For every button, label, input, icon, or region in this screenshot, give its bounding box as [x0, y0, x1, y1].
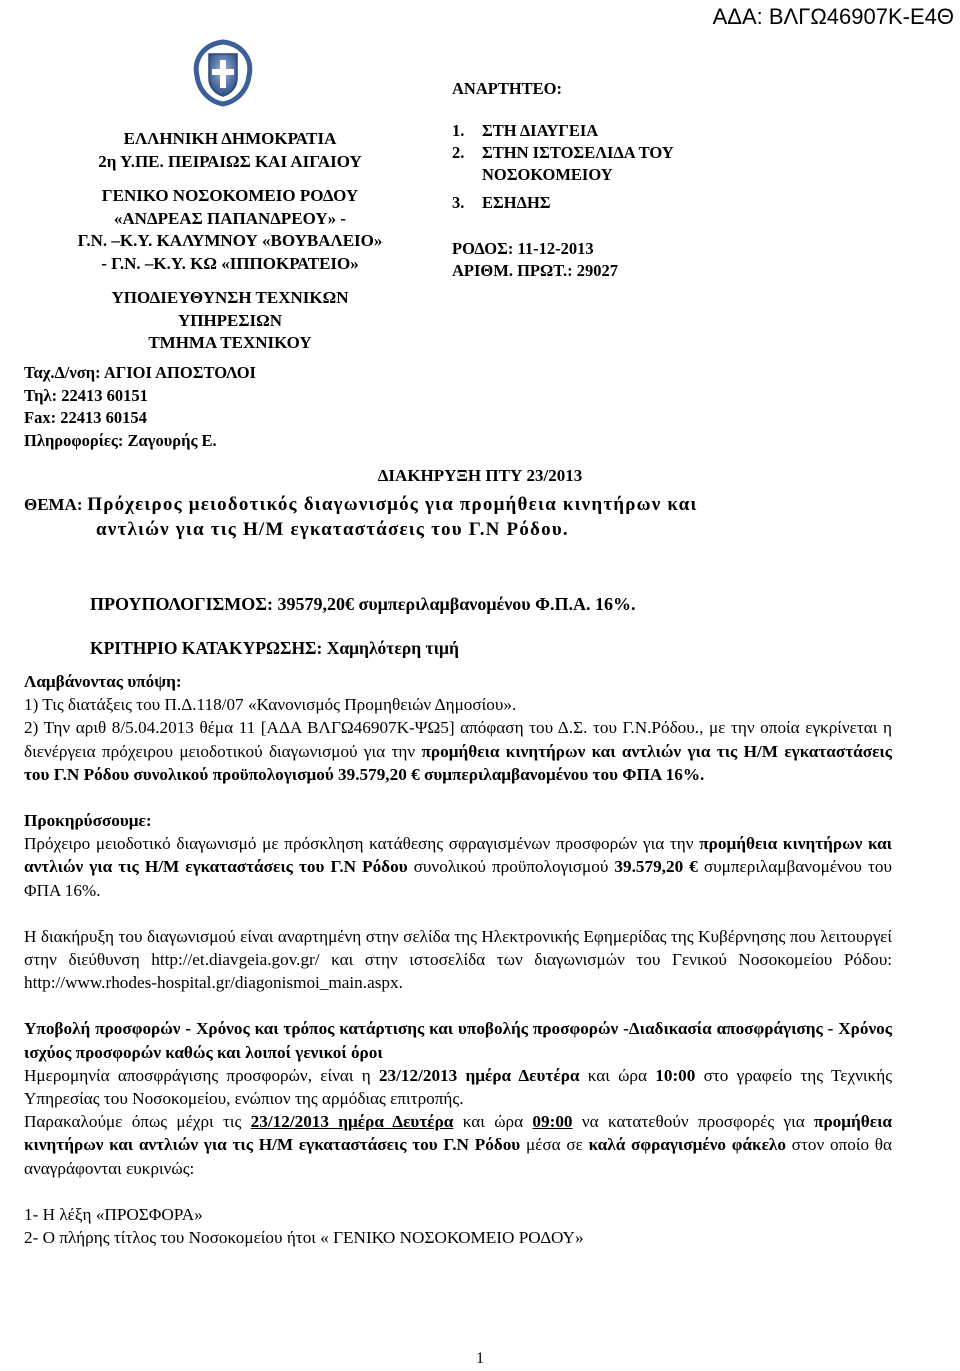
posting-item: 3. ΕΣΗΔΗΣ	[452, 193, 551, 212]
theme	[24, 492, 888, 542]
issuer-line: ΥΠΟΔΙΕΥΘΥΝΣΗ ΤΕΧΝΙΚΩΝ ΥΠΗΡΕΣΙΩΝ	[111, 288, 349, 330]
issuer-line: 2η Υ.ΠΕ. ΠΕΙΡΑΙΩΣ ΚΑΙ ΑΙΓΑΙΟΥ	[98, 151, 362, 171]
declaration-title: ΔΙΑΚΗΡΥΞΗ ΠΤΥ 23/2013	[377, 466, 583, 485]
issuer-line: «ΑΝΔΡΕΑΣ ΠΑΠΑΝΔΡΕΟΥ» -	[113, 208, 347, 228]
place-date: ΡΟΔΟΣ: 11-12-2013	[452, 239, 594, 258]
page-number: 1	[476, 1350, 484, 1367]
issuer-header	[60, 128, 400, 355]
award-criterion: ΚΡΙΤΗΡΙΟ ΚΑΤΑΚΥΡΩΣΗΣ: Χαμηλότερη τιμή	[90, 638, 459, 658]
considering-heading: Λαμβάνοντας υπόψη:	[24, 672, 182, 691]
consideration-1: 1) Τις διατάξεις του Π.Δ.118/07 «Κανονισμός Προμηθειών Δημοσίου».	[24, 695, 517, 715]
envelope-item-2: 2- Ο πλήρης τίτλος του Νοσοκομείου ήτοι « ΓΕΝΙΚΟ ΝΟΣΟΚΟΜΕΙΟ ΡΟΔΟΥ»	[24, 1228, 584, 1248]
posting-info	[452, 78, 674, 282]
document-body	[24, 670, 892, 1249]
submission-paragraph: Παρακαλούμε όπως μέχρι τις 23/12/2013 ημέρα Δευτέρα και ώρα 09:00 να κατατεθούν προσφορές για προμήθεια κινητήρων και αντλιών για τις Η/Μ εγκαταστάσεις του Γ.Ν Ρόδου μέσα σε καλά σφραγισμένο φάκελο στον οποίο θα αναγράφονται ευκρινώς:	[24, 1112, 893, 1178]
issuer-line: Γ.Ν. –Κ.Υ. ΚΑΛΥΜΝΟΥ «ΒΟΥΒΑΛΕΙΟ»	[77, 231, 383, 250]
protocol-number: ΑΡΙΘΜ. ΠΡΩΤ.: 29027	[452, 261, 618, 280]
posting-list	[452, 120, 674, 214]
budget: ΠΡΟΥΠΟΛΟΓΙΣΜΟΣ: 39579,20€ συμπεριλαμβανομένου Φ.Π.Α. 16%.	[90, 594, 636, 614]
issuer-line: ΤΜΗΜΑ ΤΕΧΝΙΚΟΥ	[148, 333, 312, 352]
posting-item: 2. ΣΤΗΝ ΙΣΤΟΣΕΛΙΔΑ ΤΟΥ	[452, 143, 674, 162]
announce-heading: Προκηρύσσουμε:	[24, 811, 152, 831]
info-contact: Πληροφορίες: Ζαγουρής Ε.	[24, 430, 217, 450]
opening-date-paragraph: Ημερομηνία αποσφράγισης προσφορών, είναι η 23/12/2013 ημέρα Δευτέρα και ώρα 10:00 στο γραφείο της Τεχνικής Υπηρεσίας του Νοσοκομείου, ενώπιον της αρμόδιας επιτροπής.	[24, 1065, 892, 1109]
posting-item: 1. ΣΤΗ ΔΙΑΥΓΕΙΑ	[452, 121, 599, 140]
ada-code: ΑΔΑ: ΒΛΓΩ46907Κ-Ε4Θ	[712, 4, 954, 29]
submission-heading: Υποβολή προσφορών - Χρόνος και τρόπος κατάρτισης και υποβολής προσφορών -Διαδικασία αποσφράγισης - Χρόνος ισχύος προσφορών καθώς και λοιποί γενικοί όροι	[24, 1019, 892, 1062]
issuer-line: - Γ.Ν. –Κ.Υ. ΚΩ «ΙΠΠΟΚΡΑΤΕΙΟ»	[101, 253, 359, 273]
posting-title: ΑΝΑΡΤΗΤΕΟ:	[452, 79, 563, 98]
theme-text: Πρόχειρος μειοδοτικός διαγωνισμός για προμήθεια κινητήρων και	[87, 494, 698, 515]
address: Ταχ.Δ/νση: ΑΓΙΟΙ ΑΠΟΣΤΟΛΟΙ	[24, 363, 256, 382]
fax: Fax: 22413 60154	[24, 408, 147, 427]
greek-coat-of-arms-icon	[187, 36, 259, 108]
consideration-2: 2) Την αριθ 8/5.04.2013 θέμα 11 [ΑΔΑ ΒΛΓΩ46907Κ-ΨΩ5] απόφαση του Δ.Σ. του Γ.Ν.Ρόδου., με την οποία εγκρίνεται η διενέργεια πρόχειρου μειοδοτικού διαγωνισμού για την προμήθεια κινητήρων και αντλιών για τις Η/Μ εγκαταστάσεις του Γ.Ν Ρόδου συνολικού προϋπολογισμού 39.579,20 € συμπεριλαμβανομένου του ΦΠΑ 16%.	[24, 718, 893, 784]
issuer-line: ΓΕΝΙΚΟ ΝΟΣΟΚΟΜΕΙΟ ΡΟΔΟΥ	[101, 186, 359, 205]
issuer-line: ΕΛΛΗΝΙΚΗ ΔΗΜΟΚΡΑΤΙΑ	[123, 129, 337, 148]
posting-item: ΝΟΣΟΚΟΜΕΙΟΥ	[482, 165, 613, 184]
envelope-item-1: 1- Η λέξη «ΠΡΟΣΦΟΡΑ»	[24, 1204, 203, 1224]
announce-text: Πρόχειρο μειοδοτικό διαγωνισμό με πρόσκληση κατάθεσης σφραγισμένων προσφορών για την προμήθεια κινητήρων και αντλιών για τις Η/Μ εγκαταστάσεις του Γ.Ν Ρόδου συνολικού προϋπολογισμού 39.579,20 € συμπεριλαμβανομένου του ΦΠΑ 16%.	[24, 834, 892, 900]
contact-block	[24, 362, 256, 452]
theme-text: αντλιών για τις Η/Μ εγκαταστάσεις του Γ.Ν Ρόδου.	[96, 519, 569, 540]
theme-label: ΘΕΜΑ:	[24, 495, 83, 514]
phone: Τηλ: 22413 60151	[24, 385, 148, 405]
posted-paragraph: Η διακήρυξη του διαγωνισμού είναι αναρτημένη στην σελίδα της Ηλεκτρονικής Εφημερίδας της Κυβέρνησης που λειτουργεί στην διεύθυνση http://et.diavgeia.gov.gr/ και στην ιστοσελίδα των διαγωνισμών του Γενικού Νοσοκομείου Ρόδου: http://www.rhodes-hospital.gr/diagonismoi_main.aspx.	[24, 926, 892, 993]
